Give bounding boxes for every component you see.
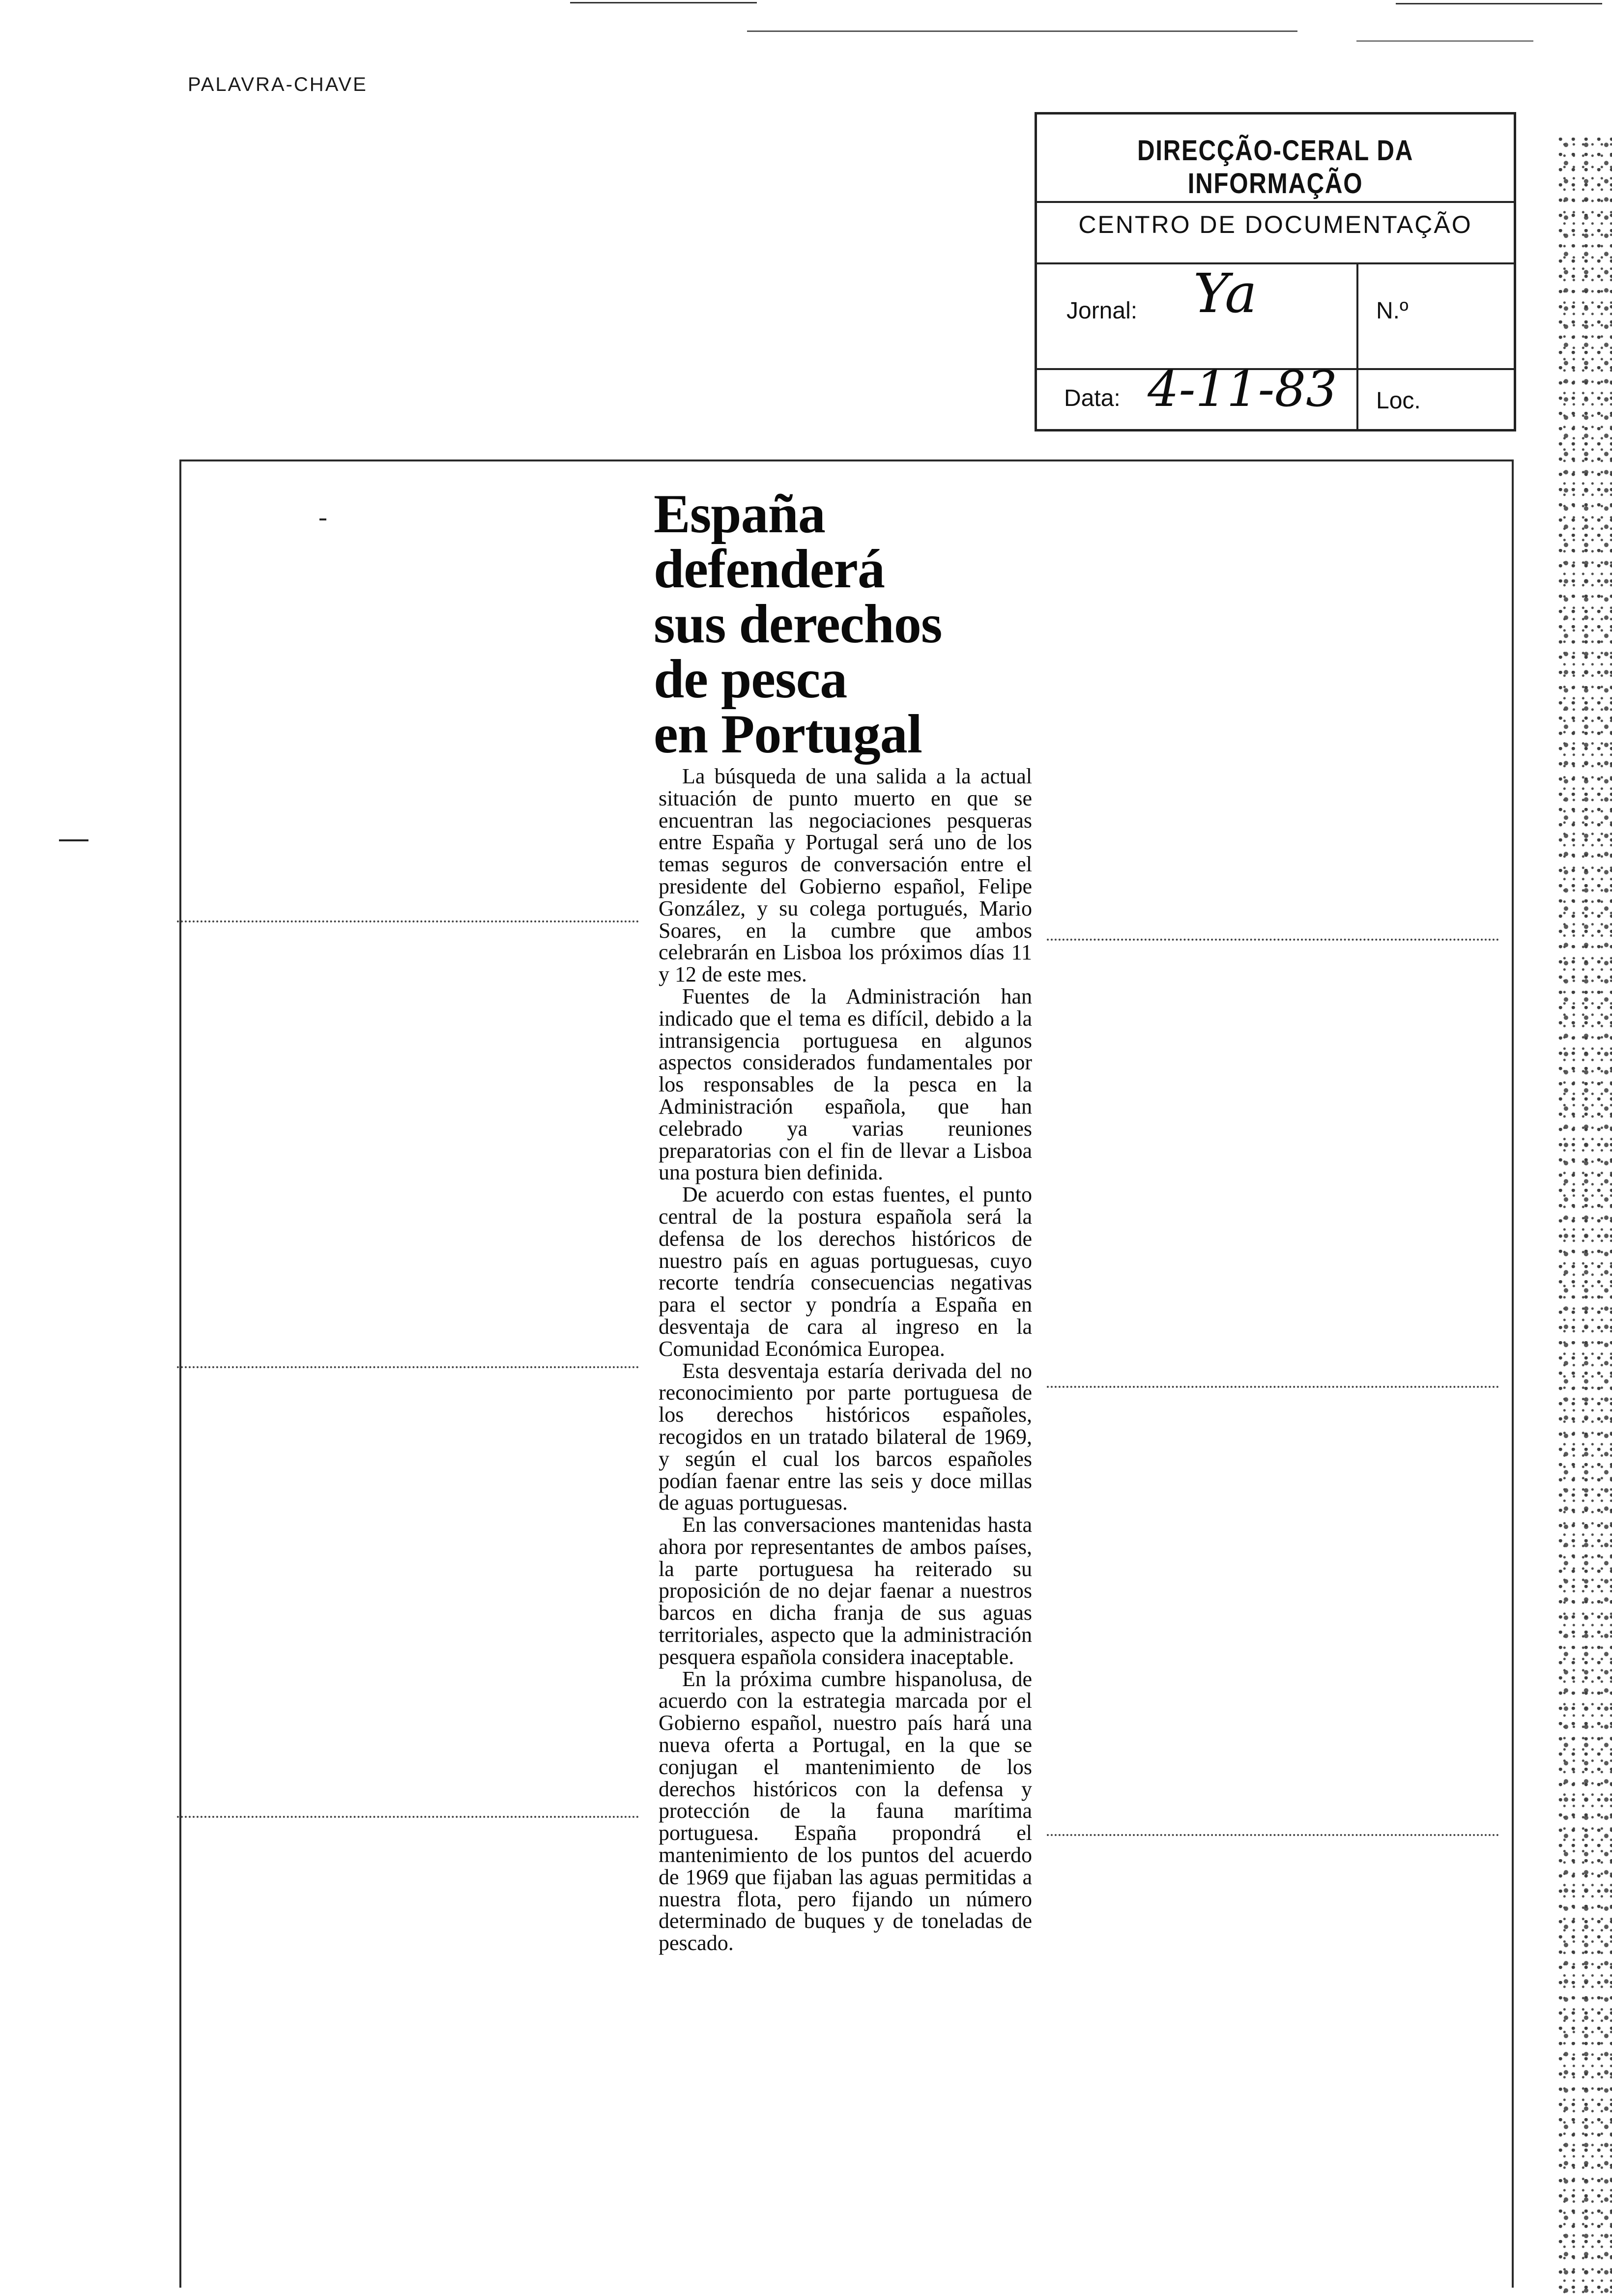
article-paragraph: La búsqueda de una salida a la actual situación de punto muerto en que se encuentran las negociaciones pesqueras entre España y Portugal será uno de los temas seguros de conversación entre el presidente del Gobierno español, Felipe González, y su colega portugués, Mario Soares, en la cumbre que ambos celebrarán en Lisboa los próximos días 11 y 12 de este mes. [659,764,1032,987]
headline-line: España [654,484,825,545]
dotted-guide-left-2 [177,1366,639,1368]
dotted-guide-left-1 [177,920,639,922]
jornal-value: Ya [1193,262,1257,325]
margin-mark [59,839,88,841]
article-paragraph: En la próxima cumbre hispanolusa, de acuerdo con la estrategia marcada por el Gobierno español, nuestro país hará una nueva oferta a Portugal, en la que se conjugan el mantenimiento de los derechos históricos con la defensa y protección de la fauna marítima portuguesa. España propondrá el mantenimiento de los puntos del acuerdo de 1969 que fijaban las aguas permitidas a nuestra flota, pero fijando un número determinado de buques y de toneladas de pescado. [659,1666,1032,1955]
top-rule [747,30,1297,32]
headline-line: en Portugal [654,704,922,765]
headline-line: sus derechos [654,594,942,655]
data-label: Data: [1064,385,1121,411]
numero-label: N.º [1376,298,1409,324]
dotted-guide-right-3 [1047,1834,1499,1836]
article-paragraph: De acuerdo con estas fuentes, el punto central de la postura española será la defensa de los derechos históricos de nuestro país en aguas portuguesas, cuyo recorte tendría consecuencias negativas para el sector y pondría a España en desventaja de cara al ingreso en la Comunidad Económica Europea. [659,1182,1032,1361]
documentation-stamp [1035,112,1516,431]
top-scan-line-right [1396,3,1602,4]
dotted-guide-left-3 [177,1816,639,1818]
article-body [659,766,1032,1954]
article-headline [654,484,1027,765]
stamp-divider-upper [1356,264,1358,370]
article-paragraph: Esta desventaja estaría derivada del no reconocimiento por parte portuguesa de los derechos históricos españoles, recogidos en un tratado bilateral de 1969, y según el cual los barcos españoles podían faenar entre las seis y doce millas de aguas portuguesas. [659,1358,1032,1515]
data-value: 4-11-83 [1148,360,1337,418]
stamp-divider-lower [1356,370,1358,429]
headline-line: de pesca [654,649,847,710]
headline-line: defenderá [654,539,885,600]
top-rule-right [1356,40,1533,42]
stamp-title: DIRECÇÃO-CERAL DA INFORMAÇÃO [1137,135,1414,200]
loc-label: Loc. [1376,388,1421,414]
dotted-guide-right-2 [1047,1386,1499,1388]
article-paragraph: En las conversaciones mantenidas hasta ahora por representantes de ambos países, la parte portuguesa ha reiterado su proposición de no dejar faenar a nuestros barcos en dicha franja de sus aguas territoriales, aspecto que la administración pesquera española considera inaceptable. [659,1513,1032,1669]
keyword-label: PALAVRA-CHAVE [188,74,368,95]
stamp-subtitle: CENTRO DE DOCUMENTAÇÃO [1078,211,1472,238]
top-scan-line [570,2,757,3]
scanned-page-edge [1558,138,1612,2296]
dotted-guide-right-1 [1047,939,1499,941]
jornal-label: Jornal: [1066,298,1138,324]
article-paragraph: Fuentes de la Administración han indicado que el tema es difícil, debido a la intransigencia portuguesa en algunos aspectos considerados fundamentales por los responsables de la pesca en la Administración española, que han celebrado ya varias reuniones preparatorias con el fin de llevar a Lisboa una postura bien definida. [659,984,1032,1185]
